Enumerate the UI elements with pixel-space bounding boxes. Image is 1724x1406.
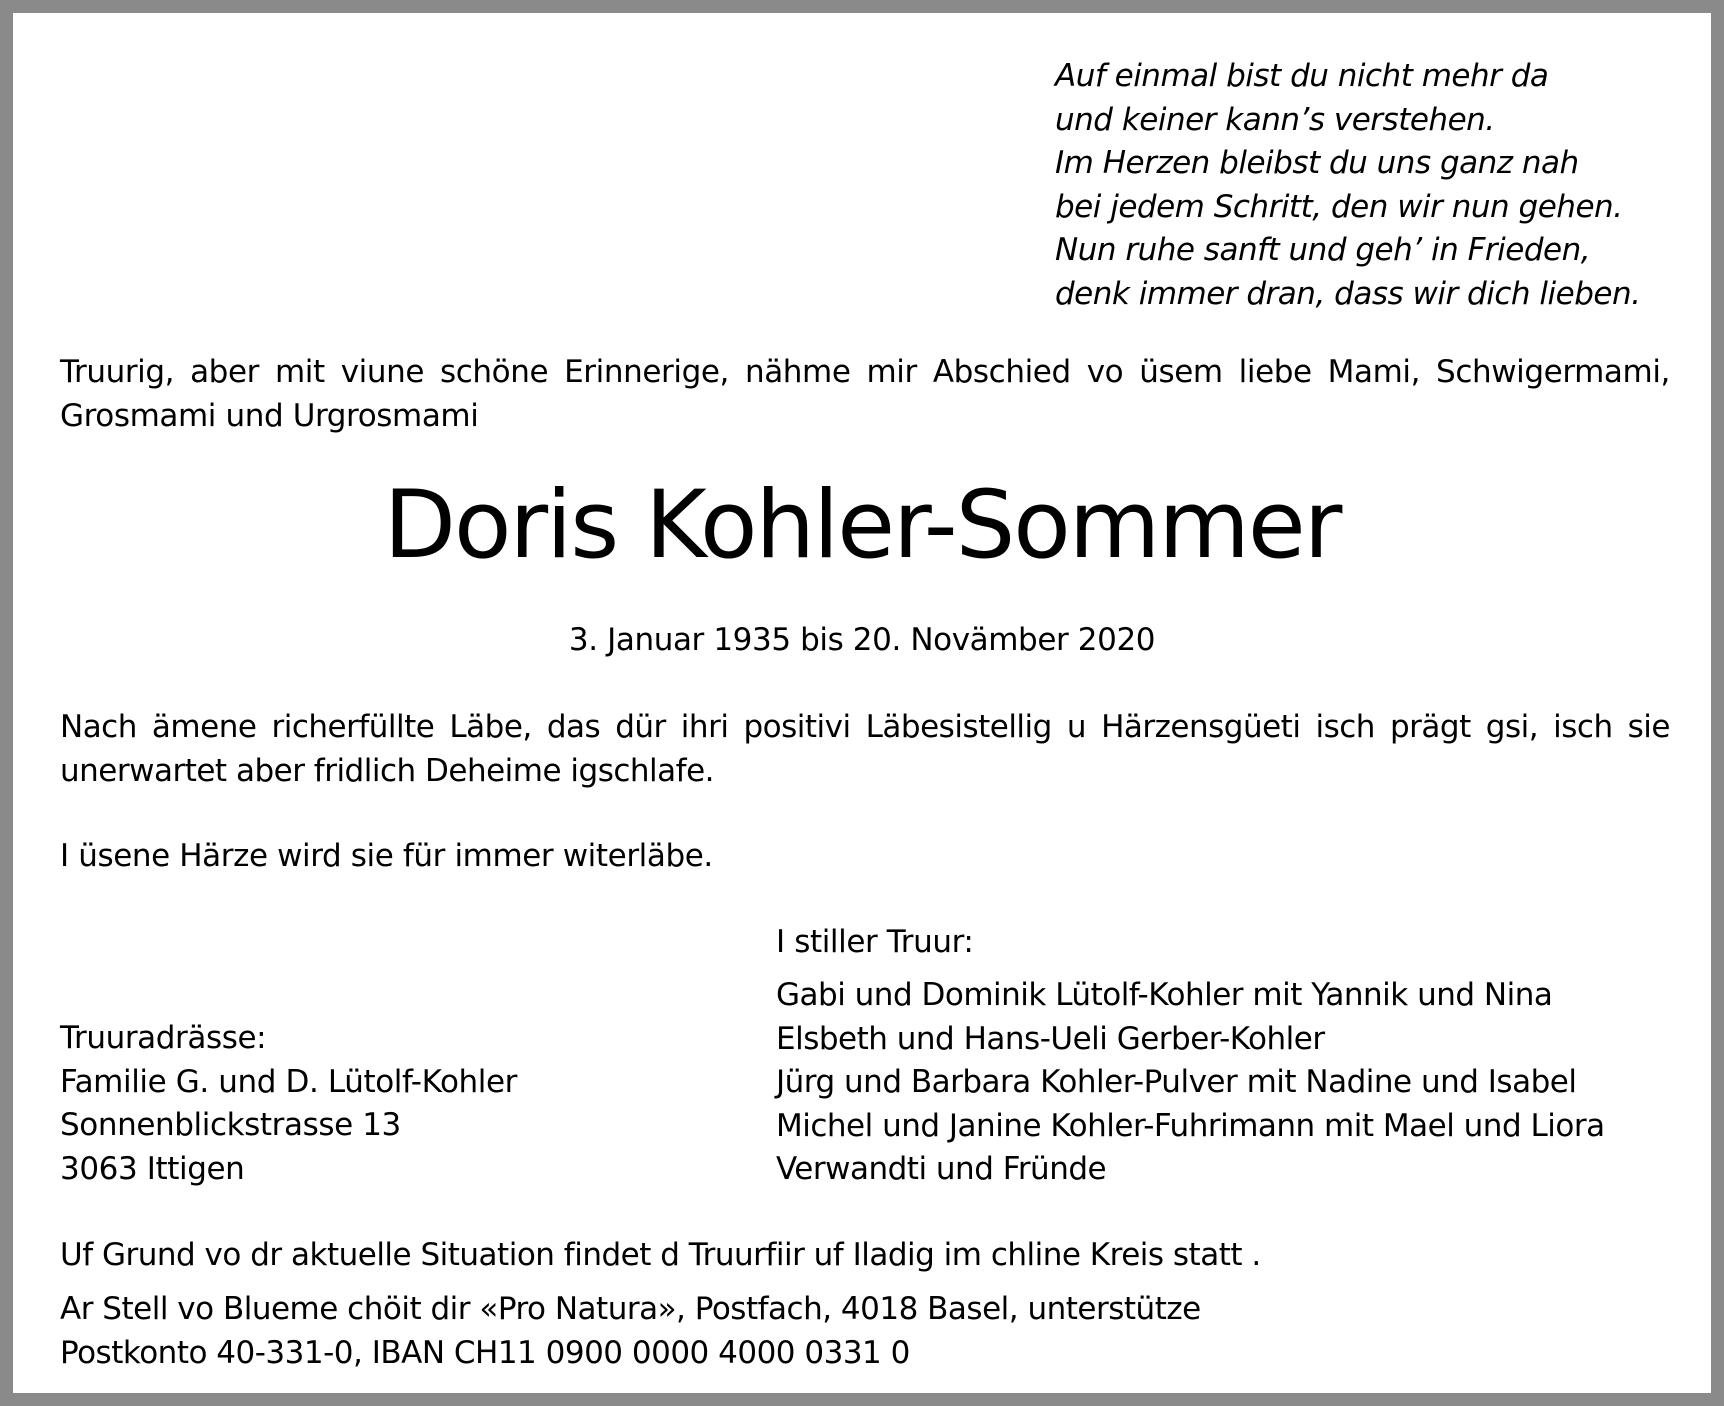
poem-line: Auf einmal bist du nicht mehr da [1055, 58, 1549, 94]
mourner-entry: Jürg und Barbara Kohler-Pulver mit Nadine und Isabel [776, 1064, 1577, 1100]
poem-line: denk immer dran, dass wir dich lieben. [1055, 275, 1641, 312]
mourning-label: I stiller Truur: [776, 924, 974, 960]
obituary-notice [13, 13, 1711, 1393]
poem [1055, 55, 1640, 316]
address-line: Sonnenblickstrasse 13 [60, 1107, 401, 1143]
intro-text: Truurig, aber mit viune schöne Erinnerige, nähme mir Abschied vo üsem liebe Mami, Schwigermami, Grosmami und Urgrosmami [60, 354, 1670, 434]
mourner-entry: Michel und Janine Kohler-Fuhrimann mit Mael und Liora [776, 1107, 1605, 1144]
memorial-text: I üsene Härze wird sie für immer witerläbe. [60, 838, 713, 874]
mourner-entry: Elsbeth und Hans-Ueli Gerber-Kohler [776, 1020, 1325, 1057]
life-dates: 3. Januar 1935 bis 20. Novämber 2020 [568, 622, 1156, 658]
donation-line: Postkonto 40-331-0, IBAN CH11 0900 0000 4000 0331 0 [60, 1334, 910, 1371]
poem-line: Nun ruhe sanft und geh’ in Frieden, [1055, 232, 1591, 268]
funeral-notice: Uf Grund vo dr aktuelle Situation findet d Truurfiir uf Iladig im chline Kreis statt . [60, 1237, 1261, 1273]
mourners-list [776, 974, 1605, 1192]
donation-info [60, 1288, 1201, 1375]
address-line: 3063 Ittigen [60, 1150, 245, 1187]
poem-line: bei jedem Schritt, den wir nun gehen. [1055, 188, 1623, 225]
poem-line: und keiner kann’s verstehen. [1055, 101, 1495, 138]
mourning-address [60, 1017, 517, 1191]
mourner-entry: Gabi und Dominik Lütolf-Kohler mit Yannik und Nina [776, 977, 1553, 1013]
poem-line: Im Herzen bleibst du uns ganz nah [1055, 145, 1579, 181]
address-line: Familie G. und D. Lütolf-Kohler [60, 1063, 518, 1100]
life-text: Nach ämene richerfüllte Läbe, das dür ihri positivi Läbesistellig u Härzensgüeti isch prägt gsi, isch sie unerwartet aber fridlich Deheime igschlafe. [60, 709, 1670, 789]
donation-line: Ar Stell vo Blueme chöit dir «Pro Natura», Postfach, 4018 Basel, unterstütze [60, 1291, 1201, 1327]
deceased-name: Doris Kohler-Sommer [383, 471, 1341, 580]
address-label: Truuradrässe: [60, 1020, 267, 1056]
mourner-entry: Verwandti und Fründe [776, 1151, 1107, 1187]
